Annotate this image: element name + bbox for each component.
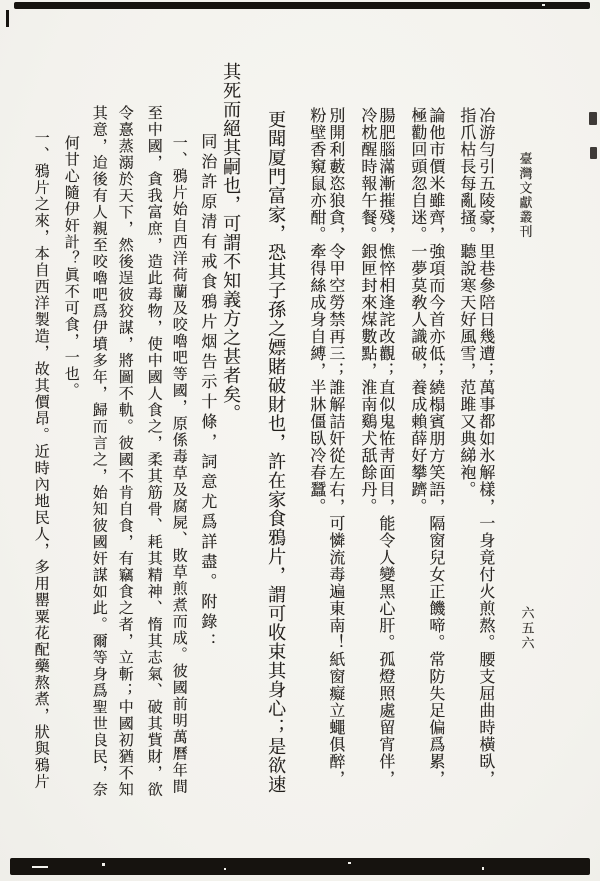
scan-speck [102, 863, 105, 866]
top-edge-bar [14, 2, 590, 9]
annex-item-2-col-1: 一、鴉片之來，本自西洋製造，故其價昂。近時內地民人，多用罌粟花配藥熬煮，狀與鴉片 [32, 130, 49, 790]
poem-3-col-2: 冷枕醒時報午餐。銀匣封來煤數點，淮南鷄犬舐餘丹。 [358, 107, 376, 515]
edge-print-fragment [590, 147, 597, 159]
scan-speck [348, 862, 351, 864]
page-number: 六五六 [519, 606, 535, 651]
scan-speck [542, 4, 545, 6]
main-text-col-1: 更聞厦門富家，恐其子孫之嫖賭破財也，許在家食鴉片，謂可收束其身心；是欲速 [266, 110, 287, 794]
poem-2-col-1: 論他市價米雖齊，強項而今首亦低；繞榻賓朋方笑語，隔窗兒女正饑啼。常防失足偏爲累， [426, 107, 444, 787]
poem-3-col-1: 腸肥腦滿漸摧殘，憔悴相逢詫改觀；直似鬼恠靑面目，能令人變黑心肝。孤燈照處留宵伴， [376, 107, 394, 787]
scan-speck [32, 866, 48, 868]
left-edge-tick [6, 10, 9, 27]
main-text-col-2: 其死而絕其嗣也，可謂不知義方之甚者矣。 [221, 62, 242, 423]
annex-note: 同治許原清有戒食鴉片烟告示十條，詞意尤爲詳盡。附錄： [198, 133, 216, 653]
annex-item-1-col-3: 令憙蒸溺於天下，然後逞彼狡謀，將圖不軌。彼國不肯自食，有竊食之者，立斬；中國初猶不知 [116, 105, 133, 798]
annex-item-1-col-1: 一、鴉片始自西洋荷蘭及咬嚕吧等國，原係毒草及腐屍、敗草煎煮而成。彼國前明萬曆年間 [170, 135, 187, 795]
scan-speck [482, 867, 484, 870]
annex-item-1-col-4: 其意，迨後有人親至咬嚕吧爲伊墳多年，歸而言之，始知彼國奸謀如此。爾等身爲聖世良民，奈 [90, 105, 107, 798]
poem-1-col-2: 指爪枯長每亂搔。聽說寒天好風雪，范雎又典綈袍。 [457, 107, 475, 498]
series-title: 臺灣文獻叢刊 [517, 152, 533, 239]
scan-speck [224, 868, 226, 870]
poem-4-col-2: 粉壁香窺鼠亦酣。牽得絲成身自縛，半牀僵臥冷春蠶。 [307, 107, 325, 515]
poem-2-col-2: 極勸回頭忽自迷。一夢莫敎人識破，養成賴薛好攀躋。 [408, 107, 426, 515]
annex-item-1-col-2: 至中國，貪我富庶，造此毒物，使中國人食之，柔其筋骨、耗其精神、惰其志氣、破其貲財，欲 [145, 105, 162, 798]
bottom-edge-bar [10, 858, 590, 875]
annex-item-1-col-5: 何甘心隨伊奸計？眞不可食，一也。 [62, 135, 79, 399]
edge-print-fragment [589, 112, 597, 125]
poem-4-col-1: 別開利藪恣狼貪，令甲空勞禁再三；誰解詰奸從左右，可憐流毒遍東南！紙窗癡立蠅俱醉， [326, 107, 344, 787]
poem-1-col-1: 冶游勻引五陵豪，里巷參陪日幾遭；萬事都如氷解樣，一身竟付火煎熬。腰支屈曲時橫臥， [476, 107, 494, 787]
